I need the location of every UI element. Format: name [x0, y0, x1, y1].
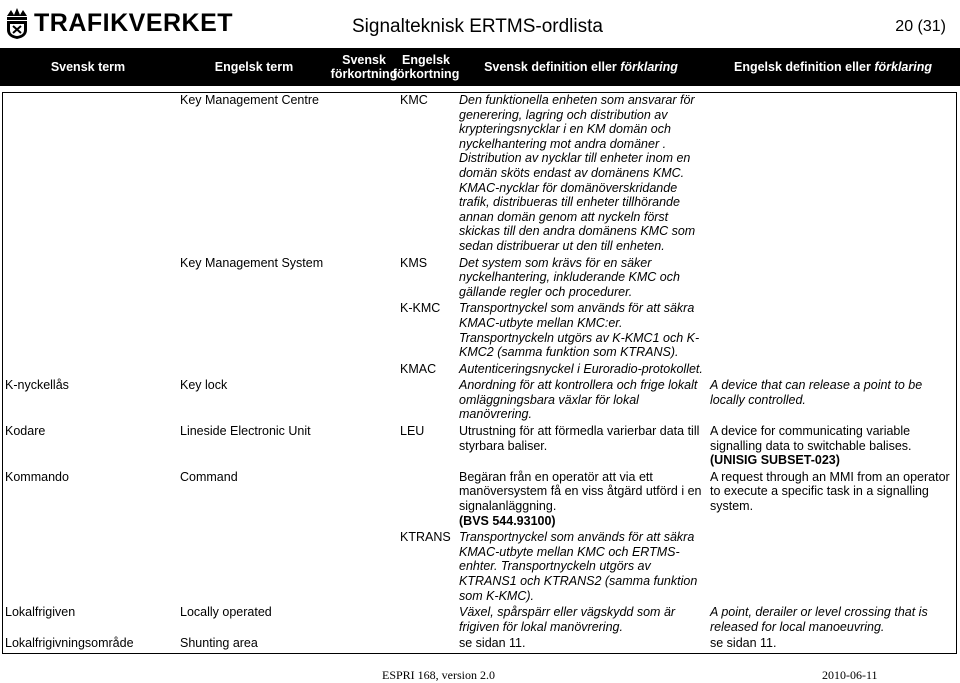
sv-abbr-cell: LEU: [400, 424, 425, 439]
col-header-sv-abbr: Svensk förkortning: [330, 53, 398, 81]
en-term-cell: Command: [180, 469, 238, 484]
en-term-cell: Lineside Electronic Unit: [180, 424, 311, 439]
sv-def-cell: se sidan 11.: [459, 636, 526, 651]
en-def-cell: [707, 92, 958, 255]
page-number: 20 (31): [895, 18, 946, 35]
column-header-bar: [0, 48, 960, 86]
en-term-cell: Locally operated: [180, 605, 272, 620]
sv-abbr-cell: [397, 469, 456, 529]
table-row: [2, 300, 958, 360]
glossary-table: [2, 92, 958, 652]
table-row: [2, 361, 958, 378]
sv-def-cell: Den funktionella enheten som ansvarar för generering, lagring och distribution av krypteringsnycklar i en KM domän och nyckelhantering mot andra domäner . Distribution av nycklar till enheter inom en domän sköts endast av domänens KMC. KMAC-nycklar för domänöverskridande trafik, distribueras till enheter tillhörande annan domän genom att nyckeln först skickas till den andra domänens KMC som sedan distribuerar ut den till enheten.: [459, 93, 696, 253]
sv-def-cell: Anordning för att kontrollera och frige lokalt omläggningsbara växlar för lokal manövrering.: [459, 378, 698, 422]
col-header-sv-term: Svensk term: [50, 60, 126, 74]
en-def-cell: A device for communicating variable signalling data to switchable balises. (UNISIG SUBSET-023): [710, 424, 912, 468]
footer-document-id: ESPRI 168, version 2.0: [382, 668, 496, 682]
table-row: [2, 604, 958, 635]
col-header-en-term: Engelsk term: [214, 60, 294, 74]
en-def-cell: A device that can release a point to be locally controlled.: [710, 378, 923, 407]
en-def-cell: [707, 300, 958, 360]
sv-def-cell: Autenticeringsnyckel i Euroradio-protokollet.: [459, 361, 703, 376]
table-row: [2, 529, 958, 604]
en-def-cell: A point, derailer or level crossing that is released for local manoeuvring.: [710, 605, 928, 634]
en-term-cell: Shunting area: [180, 636, 258, 651]
sv-abbr-cell: K-KMC: [400, 301, 441, 316]
sv-abbr-cell: [397, 377, 456, 423]
en-term-cell: [177, 300, 397, 360]
table-row: [2, 92, 958, 255]
en-term-cell: Key Management System: [180, 255, 324, 270]
sv-term-cell: [2, 361, 177, 378]
col-header-en-def: Engelsk definition eller förklaring: [734, 60, 932, 74]
table-row: [2, 423, 958, 469]
col-header-en-abbr: Engelsk förkortning: [392, 53, 460, 81]
sv-term-cell: [2, 300, 177, 360]
sv-term-cell: K-nyckellås: [5, 378, 69, 393]
sv-def-cell: Transportnyckel som används för att säkra KMAC-utbyte mellan KMC och ERTMS-enhter. Transportnyckeln utgörs av KTRANS1 och KTRANS2 (samma funktion som K-KMC).: [459, 530, 698, 603]
logo-text: TRAFIKVERKET: [34, 8, 234, 37]
table-row: [2, 377, 958, 423]
en-def-cell: [707, 529, 958, 604]
footer-date: 2010-06-11: [822, 668, 878, 682]
sv-abbr-cell: KTRANS: [400, 530, 451, 545]
table-row: [2, 255, 958, 301]
sv-term-cell: Lokalfrigiven: [5, 605, 76, 620]
en-term-cell: [177, 529, 397, 604]
en-def-cell: A request through an MMI from an operator to execute a specific task in a signalling system.: [710, 469, 950, 514]
sv-term-cell: [2, 92, 177, 255]
sv-abbr-cell: [397, 604, 456, 635]
en-def-cell: [707, 255, 958, 301]
sv-abbr-cell: KMS: [400, 255, 428, 270]
trafikverket-logo: [4, 6, 233, 40]
sv-term-cell: Kodare: [5, 424, 46, 439]
sv-abbr-cell: KMC: [400, 93, 428, 107]
crown-icon: [4, 6, 30, 40]
en-term-cell: Key lock: [180, 378, 228, 393]
sv-term-cell: [2, 529, 177, 604]
sv-abbr-cell: [397, 635, 456, 652]
sv-def-cell: Det system som krävs för en säker nyckelhantering, inkluderande KMC och gällande regler och procedurer.: [459, 255, 680, 299]
en-term-cell: [177, 361, 397, 378]
sv-term-cell: [2, 255, 177, 301]
table-row: [2, 469, 958, 529]
en-term-cell: Key Management Centre: [180, 93, 319, 107]
document-title: Signalteknisk ERTMS-ordlista: [352, 16, 603, 37]
sv-def-cell: Transportnyckel som används för att säkra KMAC-utbyte mellan KMC:er. Transportnyckeln utgörs av K-KMC1 och K-KMC2 (samma funktion som KTRANS).: [459, 301, 700, 360]
sv-def-cell: Begäran från en operatör att via ett manöversystem få en viss åtgärd utförd i en signalanläggning. (BVS 544.93100): [459, 469, 702, 528]
sv-abbr-cell: KMAC: [400, 361, 437, 376]
col-header-sv-def: Svensk definition eller förklaring: [484, 60, 678, 74]
sv-def-cell: Växel, spårspärr eller vägskydd som är frigiven för lokal manövrering.: [459, 605, 676, 634]
en-def-cell: [707, 361, 958, 378]
en-def-cell: se sidan 11.: [710, 636, 777, 651]
table-row: [2, 635, 958, 652]
sv-term-cell: Kommando: [5, 469, 69, 484]
sv-term-cell: Lokalfrigivningsområde: [5, 636, 134, 651]
sv-def-cell: Utrustning för att förmedla varierbar data till styrbara baliser.: [459, 424, 700, 453]
